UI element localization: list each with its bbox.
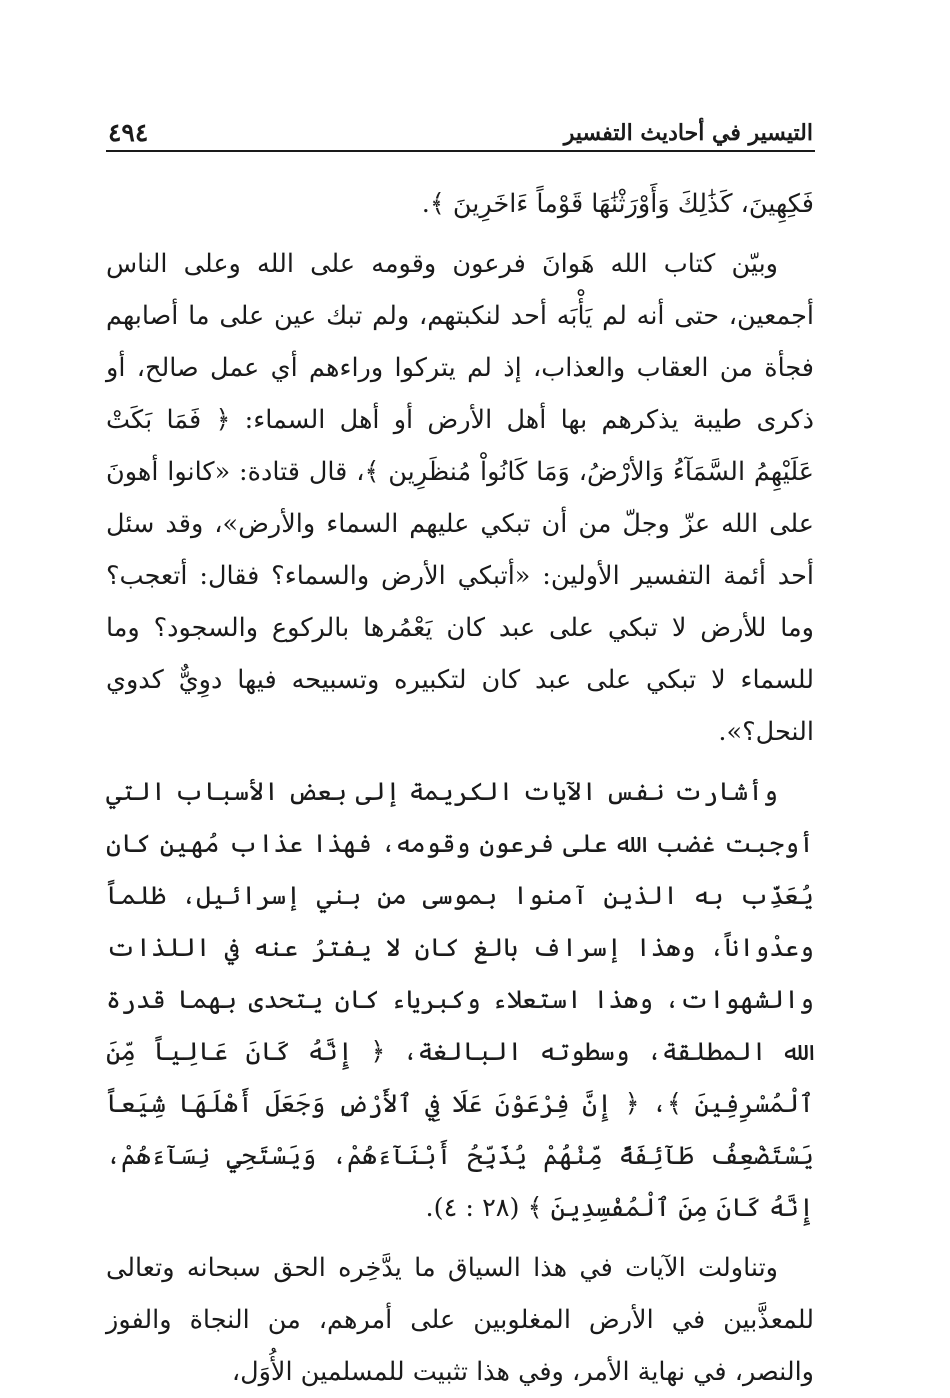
paragraph-continuation: فَكِهِينَ، كَذَٰلِكَ وَأَوْرَثْنَٰهَا قَوْماً ءَاخَرِينَ ﴾. [421,189,814,219]
page-header [108,108,813,148]
paragraph-pharaoh-humiliation: وبيّن كتاب الله هَوانَ فرعون وقومه على الله وعلى الناس أجمعين، حتى أنه لم يَأْبَه أحد لنكبتهم، ولم تبك عين على ما أصابهم فجأة من العقاب والعذاب، إذ لم يتركوا وراءهم أي عمل صالح، أو ذكرى طيبة يذكرهم بها أهل الأرض أو أهل السماء: ﴿ فَمَا بَكَتْ عَلَيْهِمُ السَّمَآءُ وَالأرْضُ، وَمَا كَانُواْ مُنظَرِين ﴾، قال قتادة: «كانوا أهونَ على الله عزّ وجلّ من أن تبكي عليهم السماء والأرض»، وقد سئل أحد أئمة التفسير الأولين: «أتبكي الأرض والسماء؟ فقال: أتعجب؟ وما للأرض لا تبكي على عبد كان يَعْمُرها بالركوع والسجود؟ وما للسماء لا تبكي على عبد كان لتكبيره وتسبيحه فيها دوِيٌّ كدوي النحل؟». [106,249,814,747]
header-rule [106,150,815,152]
page-number: ٤٩٤ [108,118,149,147]
running-title: التيسير في أحاديث التفسير [563,120,813,146]
body-text [106,178,814,1398]
paragraph-reward: وتناولت الآيات في هذا السياق ما يدَّخِره الحق سبحانه وتعالى للمعذَّبين في الأرض المغلوبين على أمرهم، من النجاة والفوز والنصر، في نهاية الأمر، وفي هذا تثبيت للمسلمين الأُوَل، [106,1253,814,1387]
paragraph-causes: وأشارت نفس الآيات الكريمة إلى بعض الأسباب التي أوجبت غضب الله على فرعون وقومه، فهذا عذاب مُهين كان يُعَذِّب به الذين آمنوا بموسى من بني إسرائيل، ظلماً وعدْواناً، وهذا إسراف بالغ كان لا يفترُ عنه في اللذات والشهوات، وهذا استعلاء وكبرياء كان يتحدى بهما قدرة الله المطلقة، وسطوته البالغة، ﴿ إِنَّهُ كَانَ عَالِياً مِّنَ ٱلْمُسْرِفِينَ ﴾، ﴿ إِنَّ فِرْعَوْنَ عَلَا فِي ٱلأَرْضِ وَجَعَلَ أَهْلَهَا شِيَعاً يَسْتَضْعِفُ طَآئِفَةً مِّنْهُمْ يُذَبِّحُ أَبْنَآءَهُمْ، وَيَسْتَحِيِ نِسَآءَهُمْ، إِنَّهُ كَانَ مِنَ ٱلْمُفْسِدِينَ ﴾ (٢٨ : ٤). [106,777,814,1223]
